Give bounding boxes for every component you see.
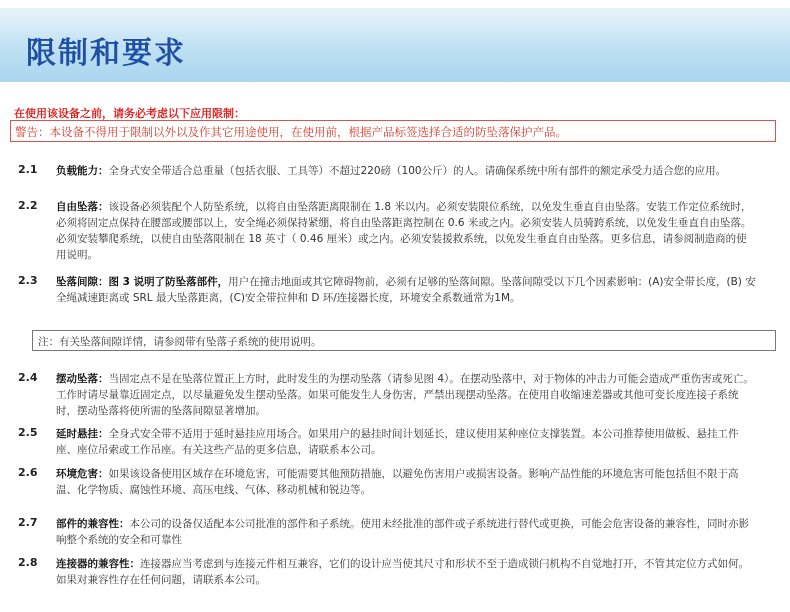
section-body [56,516,756,548]
section-number: 2.7 [18,516,38,529]
section-text: 连接器应当考虑到与连接元件相互兼容，它们的设计应当使其尺寸和形状不至于造成锁闩机构不自觉地打开，不管其定位方式如何。如果对兼容性存在任何问题，请联系本公司。 [56,558,749,586]
section-body [56,426,756,458]
section-lead: 摆动坠落： [56,373,109,385]
section-text: 用户在撞击地面或其它障碍物前，必须有足够的坠落间隙。坠落间隙受以下几个因素影响：(A)安全带长度，(B) 安全绳减速距离或 SRL 最大坠落距离，(C)安全带拉伸和 D 环/连接器长度，环境安全系数通常为1M。 [56,276,756,304]
section-text: 全身式安全带适合总重量（包括衣服、工具等）不超过220磅（100公斤）的人。请确保系统中所有部件的额定承受力适合您的应用。 [108,165,727,177]
section-lead: 负载能力： [56,165,109,177]
section-body [56,274,756,306]
section-number: 2.1 [18,163,38,176]
section-body [56,556,756,588]
section-lead: 部件的兼容性： [56,518,130,530]
page-header [0,8,790,82]
section-number: 2.4 [18,371,38,384]
section-lead: 环境危害： [56,468,109,480]
page-title: 限制和要求 [26,36,186,71]
intro-text: 在使用该设备之前，请务必考虑以下应用限制： [14,107,245,120]
section-lead: 延时悬挂： [56,428,109,440]
section-number: 2.8 [18,556,38,569]
section-text: 该设备必须装配个人防坠系统，以将自由坠落距离限制在 1.8 米以内。必须安装限位系统，以免发生垂直自由坠落。安装工作定位系统时，必须将固定点保持在腰部或腰部以上，安全绳必须保持紧绷，将自由坠落距离控制在 0.6 米或之内。必须安装人员骑跨系统，以免发生垂直自由坠落。必须安装攀爬系统，以使自由坠落限制在 18 英寸（ 0.46 厘米）或之内。必须安装援救系统，以免发生垂直自由坠落。更多信息，请参阅制造商的使用说明。 [56,201,752,261]
warning-text: 警告：本设备不得用于限制以外以及作其它用途使用，在使用前，根据产品标签选择合适的防坠落保护产品。 [15,125,567,139]
section-lead: 坠落间隙：图 3 说明了防坠落部件， [56,276,229,288]
warning-box [10,120,776,142]
section-text: 本公司的设备仅适配本公司批准的部件和子系统。使用未经批准的部件或子系统进行替代或更换，可能会危害设备的兼容性，同时亦影响整个系统的安全和可靠性 [56,518,749,546]
section-text: 如果该设备使用区域存在环境危害，可能需要其他预防措施，以避免伤害用户或损害设备。影响产品性能的环境危害可能包括但不限于高温、化学物质、腐蚀性环境、高压电线、气体、移动机械和锐边等。 [56,468,739,496]
section-body [56,163,756,179]
section-body [56,371,756,419]
section-body [56,466,756,498]
section-body [56,199,756,263]
section-lead: 连接器的兼容性： [56,558,140,570]
section-number: 2.2 [18,199,38,212]
section-lead: 自由坠落： [56,201,109,213]
section-text: 当固定点不是在坠落位置正上方时，此时发生的为摆动坠落（请参见图 4）。在摆动坠落中，对于物体的冲击力可能会造成严重伤害或死亡。工作时请尽量靠近固定点，以尽量避免发生摆动坠落。如果可能发生人身伤害，严禁出现摆动坠落。在使用自收缩速差器或其他可变长度连接子系统时，摆动坠落将使所需的坠落间隙显著增加。 [56,373,754,417]
note-box [32,330,776,351]
note-text: 注：有关坠落间隙详情，请参阅带有坠落子系统的使用说明。 [38,336,322,348]
section-number: 2.5 [18,426,38,439]
section-text: 全身式安全带不适用于延时悬挂应用场合。如果用户的悬挂时间计划延长，建议使用某种座位支撑装置。本公司推荐使用做板、悬挂工件座、座位吊索或工作吊座。有关这些产品的更多信息，请联系本公司。 [56,428,739,456]
section-number: 2.6 [18,466,38,479]
section-number: 2.3 [18,274,38,287]
